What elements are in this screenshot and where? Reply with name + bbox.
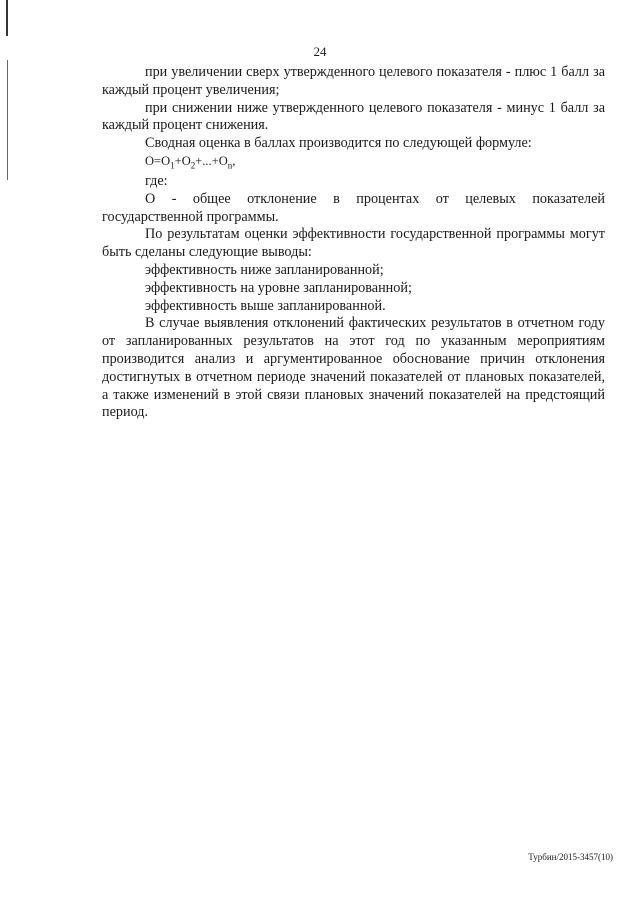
footer-reference: Турбин/2015-3457(10) bbox=[528, 852, 613, 862]
scan-edge-mark bbox=[6, 0, 8, 36]
conclusion-below: эффективность ниже запланированной; bbox=[145, 261, 384, 278]
formula-sub-1: 1 bbox=[170, 160, 175, 171]
formula-term-2: O bbox=[181, 153, 191, 168]
formula-sub-2: 2 bbox=[190, 160, 196, 171]
formula-lhs: O bbox=[145, 153, 155, 168]
formula-term-n: O bbox=[218, 153, 228, 168]
paragraph-deviations: В случае выявления отклонений фактических результатов в отчетном году от запланированных результатов на этот год по указанным мероприятиям производится анализ и аргументированное обоснование причин отклонения достигнутых в отчетном периоде значений показателей от плановых показателей, а также изменений в этой связи плановых значений показателей на предстоящий период. bbox=[102, 315, 605, 421]
paragraph-where: где: bbox=[145, 172, 168, 189]
formula-plus: + bbox=[174, 153, 182, 168]
page-number: 24 bbox=[313, 44, 327, 59]
scan-edge-mark-lower bbox=[7, 60, 8, 180]
formula-sub-n: n bbox=[227, 160, 233, 171]
document-body bbox=[102, 64, 605, 422]
formula-dots: +...+ bbox=[195, 153, 219, 168]
conclusion-equal: эффективность на уровне запланированной; bbox=[145, 279, 412, 296]
conclusion-above: эффективность выше запланированной. bbox=[145, 297, 386, 314]
paragraph-decrease: при снижении ниже утвержденного целевого показателя - минус 1 балл за каждый процент снижения. bbox=[102, 99, 605, 134]
formula bbox=[145, 153, 605, 173]
paragraph-conclusions-intro: По результатам оценки эффективности государственной программы могут быть сделаны следующие выводы: bbox=[102, 226, 605, 261]
paragraph-formula-intro: Сводная оценка в баллах производится по следующей формуле: bbox=[145, 135, 532, 152]
formula-comma: , bbox=[232, 153, 236, 168]
paragraph-definition: О - общее отклонение в процентах от целевых показателей государственной программы. bbox=[102, 190, 605, 225]
paragraph-increase: при увеличении сверх утвержденного целевого показателя - плюс 1 балл за каждый процент увеличения; bbox=[102, 64, 605, 98]
formula-term-1: O bbox=[161, 153, 171, 168]
formula-eq: = bbox=[154, 153, 162, 168]
